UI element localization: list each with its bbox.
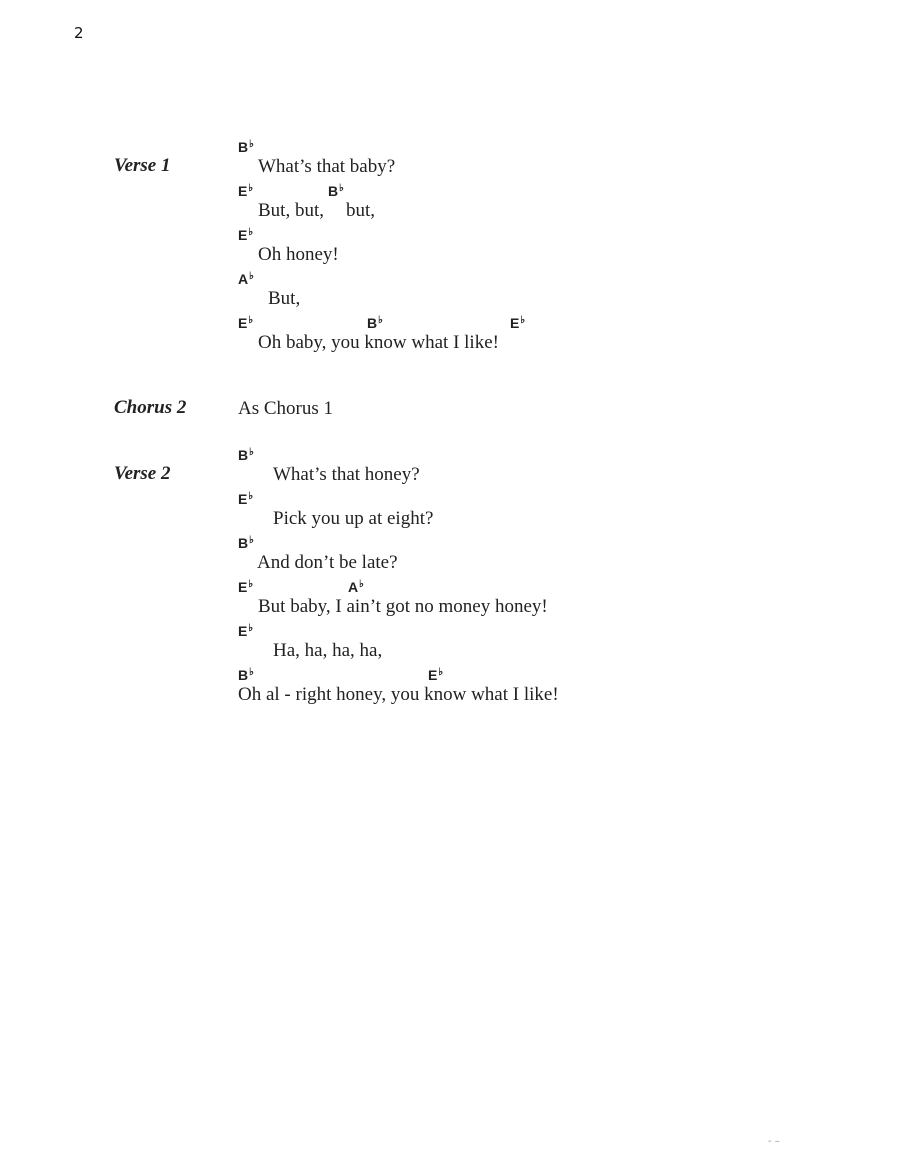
chord-root: E — [238, 623, 248, 639]
flat-symbol: ♭ — [248, 183, 254, 194]
lyric-line: but, — [346, 200, 376, 221]
chord-e-flat — [238, 492, 253, 506]
chord-e-flat — [238, 316, 253, 330]
lyric-line: Pick you up at eight? — [273, 508, 434, 529]
chord-root: B — [238, 535, 249, 551]
chord-root: E — [238, 227, 248, 243]
page-number: 2 — [74, 24, 84, 42]
flat-symbol: ♭ — [249, 139, 254, 150]
verse-2-label: Verse 2 — [114, 463, 171, 484]
lyric-line: But, but, — [258, 200, 324, 221]
chord-root: B — [367, 315, 378, 331]
chord-root: E — [238, 183, 248, 199]
verse-1-label: Verse 1 — [114, 155, 171, 176]
chord-root: A — [238, 271, 249, 287]
chord-b-flat — [238, 448, 254, 462]
chord-a-flat — [348, 580, 364, 594]
chord-root: E — [428, 667, 438, 683]
flat-symbol: ♭ — [378, 315, 383, 326]
chord-e-flat — [428, 668, 443, 682]
chord-e-flat — [238, 228, 253, 242]
chord-b-flat — [328, 184, 344, 198]
chord-b-flat — [238, 536, 254, 550]
chord-e-flat — [238, 624, 253, 638]
chord-root: B — [238, 667, 249, 683]
chord-b-flat — [238, 140, 254, 154]
chord-b-flat — [238, 668, 254, 682]
lyric-line: What’s that baby? — [258, 156, 396, 177]
chord-root: B — [328, 183, 339, 199]
chord-e-flat — [238, 580, 253, 594]
flat-symbol: ♭ — [248, 491, 254, 502]
chorus-2-text: As Chorus 1 — [238, 398, 334, 419]
flat-symbol: ♭ — [249, 447, 254, 458]
flat-symbol: ♭ — [249, 271, 254, 282]
flat-symbol: ♭ — [248, 315, 254, 326]
chord-root: E — [510, 315, 520, 331]
flat-symbol: ♭ — [248, 623, 254, 634]
lyric-line: And don’t be late? — [257, 552, 398, 573]
lyric-line: What’s that honey? — [273, 464, 420, 485]
lyric-line: Oh baby, you know what I like! — [258, 332, 499, 353]
flat-symbol: ♭ — [248, 579, 254, 590]
chord-root: E — [238, 579, 248, 595]
flat-symbol: ♭ — [359, 579, 364, 590]
lyric-line: But baby, I ain’t got no money honey! — [258, 596, 548, 617]
chord-e-flat — [238, 184, 253, 198]
lyric-line: Oh honey! — [258, 244, 339, 265]
chord-a-flat — [238, 272, 254, 286]
chord-root: E — [238, 315, 248, 331]
flat-symbol: ♭ — [248, 227, 254, 238]
flat-symbol: ♭ — [520, 315, 526, 326]
flat-symbol: ♭ — [438, 667, 444, 678]
chorus-2-label: Chorus 2 — [114, 397, 187, 418]
flat-symbol: ♭ — [249, 667, 254, 678]
lyric-line: Oh al - right honey, you know what I like! — [238, 684, 559, 705]
chord-b-flat — [367, 316, 383, 330]
lyric-line: But, — [268, 288, 301, 309]
chord-root: B — [238, 447, 249, 463]
flat-symbol: ♭ — [339, 183, 344, 194]
chord-root: A — [348, 579, 359, 595]
chord-e-flat — [510, 316, 525, 330]
lyric-line: Ha, ha, ha, ha, — [273, 640, 383, 661]
chord-root: E — [238, 491, 248, 507]
flat-symbol: ♭ — [249, 535, 254, 546]
chord-root: B — [238, 139, 249, 155]
footer-mark: - – — [768, 1136, 780, 1147]
